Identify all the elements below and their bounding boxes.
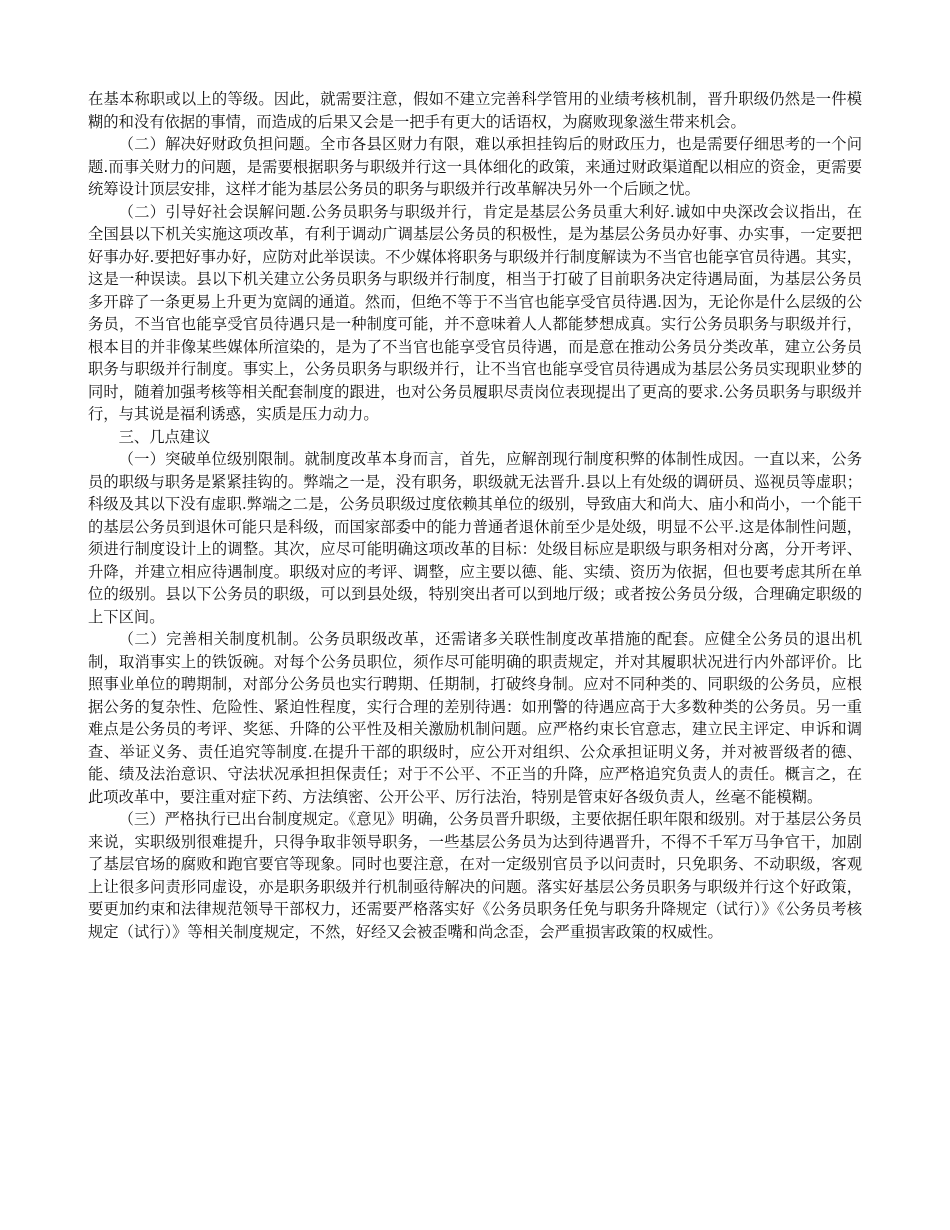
paragraph-improve-mechanisms: （二）完善相关制度机制。公务员职级改革，还需诸多关联性制度改革措施的配套。应健全公务员的退出机制，取消事实上的铁饭碗。对每个公务员职位，须作尽可能明确的职责规定，并对其履职状况进行内外部评价。比照事业单位的聘期制，对部分公务员也实行聘期、任期制，打破终身制。应对不同种类的、同职级的公务员，应根据公务的复杂性、危险性、紧迫性程度，实行合理的差别待遇：如刑警的待遇应高于大多数种类的公务员。另一重难点是公务员的考评、奖惩、升降的公平性及相关激励机制问题。应严格约束长官意志，建立民主评定、申诉和调查、举证义务、责任追究等制度.在提升干部的职级时，应公开对组织、公众承担证明义务，并对被晋级者的德、能、绩及法治意识、守法状况承担担保责任；对于不公平、不正当的升降，应严格追究负责人的责任。概言之，在此项改革中，要注重对症下药、方法缜密、公开公平、厉行法治，特别是管束好各级负责人，丝毫不能模糊。: [88, 630, 862, 806]
paragraph-social-misunderstanding: （二）引导好社会误解问题.公务员职务与职级并行，肯定是基层公务员重大利好.诚如中央深改会议指出，在全国县以下机关实施这项改革，有利于调动广调基层公务员的积极性，是为基层公务员办好事、办实事，一定要把好事办好.要把好事办好，应防对此举误读。不少媒体将职务与职级并行制度解读为不当官也能享官员待遇。其实，这是一种误读。县以下机关建立公务员职务与职级并行制度，相当于打破了目前职务决定待遇局面，为基层公务员多开辟了一条更易上升更为宽阔的通道。然而，但绝不等于不当官也能享受官员待遇.因为，无论你是什么层级的公务员，不当官也能享受官员待遇只是一种制度可能，并不意味着人人都能梦想成真。实行公务员职务与职级并行，根本目的并非像某些媒体所渲染的，是为了不当官也能享受官员待遇，而是意在推动公务员分类改革，建立公务员职务与职级并行制度。事实上，公务员职务与职级并行，让不当官也能享受官员待遇成为基层公务员实现职业梦的同时，随着加强考核等相关配套制度的跟进，也对公务员履职尽责岗位表现提出了更高的要求.公务员职务与职级并行，与其说是福利诱惑，实质是压力动力。: [88, 202, 862, 423]
document-body: [88, 88, 862, 943]
paragraph-enforce-regulations: （三）严格执行已出台制度规定。《意见》明确，公务员晋升职级，主要依据任职年限和级别。对于基层公务员来说，实职级别很难提升，只得争取非领导职务，一些基层公务员为达到待遇晋升，不得不千军万马争官干，加剧了基层官场的腐败和跑官要官等现象。同时也要注意，在对一定级别官员予以问责时，只免职务、不动职级，客观上让很多问责形同虚设，亦是职务职级并行机制亟待解决的问题。落实好基层公务员职务与职级并行这个好政策，要更加约束和法律规范领导干部权力，还需要严格落实好《公务员职务任免与职务升降规定（试行）》《公务员考核规定（试行）》等相关制度规定，不然，好经又会被歪嘴和尚念歪，会严重损害政策的权威性。: [88, 810, 862, 941]
paragraph-continuation: 在基本称职或以上的等级。因此，就需要注意，假如不建立完善科学管用的业绩考核机制，晋升职级仍然是一件模糊的和没有依据的事情，而造成的后果又会是一把手有更大的话语权，为腐败现象滋生带来机会。: [88, 90, 862, 131]
section-heading-suggestions: 三、几点建议: [118, 427, 211, 446]
paragraph-break-level-limit: （一）突破单位级别限制。就制度改革本身而言，首先，应解剖现行制度积弊的体制性成因。一直以来，公务员的职级与职务是紧紧挂钩的。弊端之一是，没有职务，职级就无法晋升.县以上有处级的调研员、巡视员等虚职；科级及其以下没有虚职.弊端之二是，公务员职级过度依赖其单位的级别，导致庙大和尚大、庙小和尚小，一个能干的基层公务员到退休可能只是科级，而国家部委中的能力普通者退休前至少是处级，明显不公平.这是体制性问题，须进行制度设计上的调整。其次，应尽可能明确这项改革的目标：处级目标应是职级与职务相对分离，分开考评、升降，并建立相应待遇制度。职级对应的考评、调整，应主要以德、能、实绩、资历为依据，但也要考虑其所在单位的级别。县以下公务员的职级，可以到县处级，特别突出者可以到地厅级；或者按公务员分级，合理确定职级的上下区间。: [88, 450, 862, 626]
paragraph-fiscal-burden: （二）解决好财政负担问题。全市各县区财力有限，难以承担挂钩后的财政压力，也是需要仔细思考的一个问题.而事关财力的问题，是需要根据职务与职级并行这一具体细化的政策，来通过财政渠道配以相应的资金，更需要统筹设计顶层安排，这样才能为基层公务员的职务与职级并行改革解决另外一个后顾之忧。: [88, 135, 862, 198]
